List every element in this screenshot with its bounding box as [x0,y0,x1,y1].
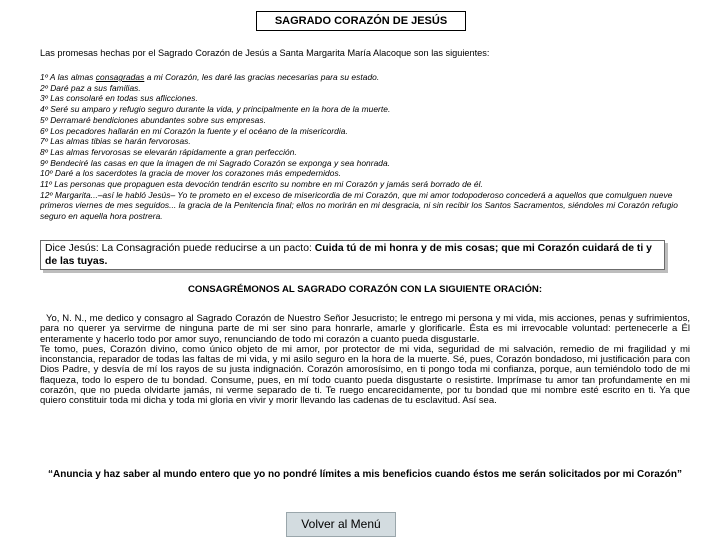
promise-item: 12º Margarita...–así le habló Jesús– Yo te prometo en el exceso de misericordia de mi Corazón, que mi amor todopoderoso concederá a aquellos que comulguen nueve primeros viernes de mes seguidos... la gracia de la Penitencia final; ellos no morirán en mi desgracia, ni sin recibir los Santos Sacramentos, siéndoles mi Corazón refugio seguro en aquella hora postrera. [40,189,678,222]
promise-item: 11º Las personas que propaguen esta devoción tendrán escrito su nombre en mi Corazón y jamás será borrado de él. [40,179,483,190]
promise-item: 7º Las almas tibias se harán fervorosas. [40,136,191,147]
promise-item: 1º A las almas consagradas a mi Corazón, les daré las gracias necesarias para su estado. [40,72,380,82]
consecration-quote-box [40,240,665,270]
intro-text: Las promesas hechas por el Sagrado Corazón de Jesús a Santa Margarita María Alacoque son las siguientes: [40,48,490,58]
promise-item: 2º Daré paz a sus familias. [40,82,141,93]
promise-item: 8º Las almas fervorosas se elevarán rápidamente a gran perfección. [40,146,297,157]
prayer-heading: CONSAGRÉMONOS AL SAGRADO CORAZÓN CON LA SIGUIENTE ORACIÓN: [187,284,543,295]
promise-item: 4º Seré su amparo y refugio seguro durante la vida, y principalmente en la hora de la muerte. [40,104,391,115]
prayer-paragraph: Yo, N. N., me dedico y consagro al Sagrado Corazón de Nuestro Señor Jesucristo; le entrego mi persona y mi vida, mis acciones, penas y sufrimientos, para no querer ya servirme de ninguna parte de mi ser sino para honrarle, amarle y glorificarle. Ésta es mi irrevocable voluntad: pertenecerle a Él enteramente y hacerlo todo por amor suyo, renunciando de todo mi corazón a cuanto pueda disgustarle. [40,313,690,345]
prayer-paragraph: Te tomo, pues, Corazón divino, como único objeto de mi amor, por protector de mi vida, seguridad de mi salvación, remedio de mi fragilidad y mi inconstancia, reparador de todas las faltas de mi vida, y mi asilo seguro en la hora de la muerte. Sé, pues, Corazón bondadoso, mi justificación para con Dios Padre, y desvía de mí los rayos de su justa indignación. Corazón amorosísimo, en ti pongo toda mi confianza, porque, aun temiéndolo todo de mi flaqueza, todo lo espero de tu bondad. Consume, pues, en mí todo cuanto pueda disgustarte o resistirte. Imprímase tu amor tan profundamente en mi corazón, que no pueda olvidarte jamás, ni verme separado de ti. Te ruego encarecidamente, por tu bondad que mi nombre esté escrito en ti. Ya que quiero constituir toda mi dicha y toda mi gloria en vivir y morir llevando las cadenas de tu esclavitud. Así sea. [40,343,690,407]
promise-item: 10º Daré a los sacerdotes la gracia de mover los corazones más empedernidos. [40,168,342,179]
underlined-word: consagradas [95,72,145,82]
promise-item: 9º Bendeciré las casas en que la imagen de mi Sagrado Corazón se exponga y sea honrada. [40,157,391,168]
back-to-menu-button[interactable]: Volver al Menú [286,512,396,537]
prayer-text [40,314,690,407]
consecration-bold-text: Cuida tú de mi honra y de mis cosas; que mi Corazón cuidará de ti y de las tuyas. [45,243,652,267]
promises-list [40,72,690,222]
promise-item: 3º Las consolaré en todas sus aflicciones. [40,93,198,104]
page-title: SAGRADO CORAZÓN DE JESÚS [256,11,466,31]
consecration-text: Dice Jesús: La Consagración puede reducirse a un pacto: [45,243,315,254]
promise-item: 5º Derramaré bendiciones abundantes sobre sus empresas. [40,114,267,125]
closing-quote: “Anuncia y haz saber al mundo entero que yo no pondré límites a mis beneficios cuando éstos me serán solicitados por mi Corazón” [47,469,683,480]
promise-item: 6º Los pecadores hallarán en mi Corazón la fuente y el océano de la misericordia. [40,125,348,136]
